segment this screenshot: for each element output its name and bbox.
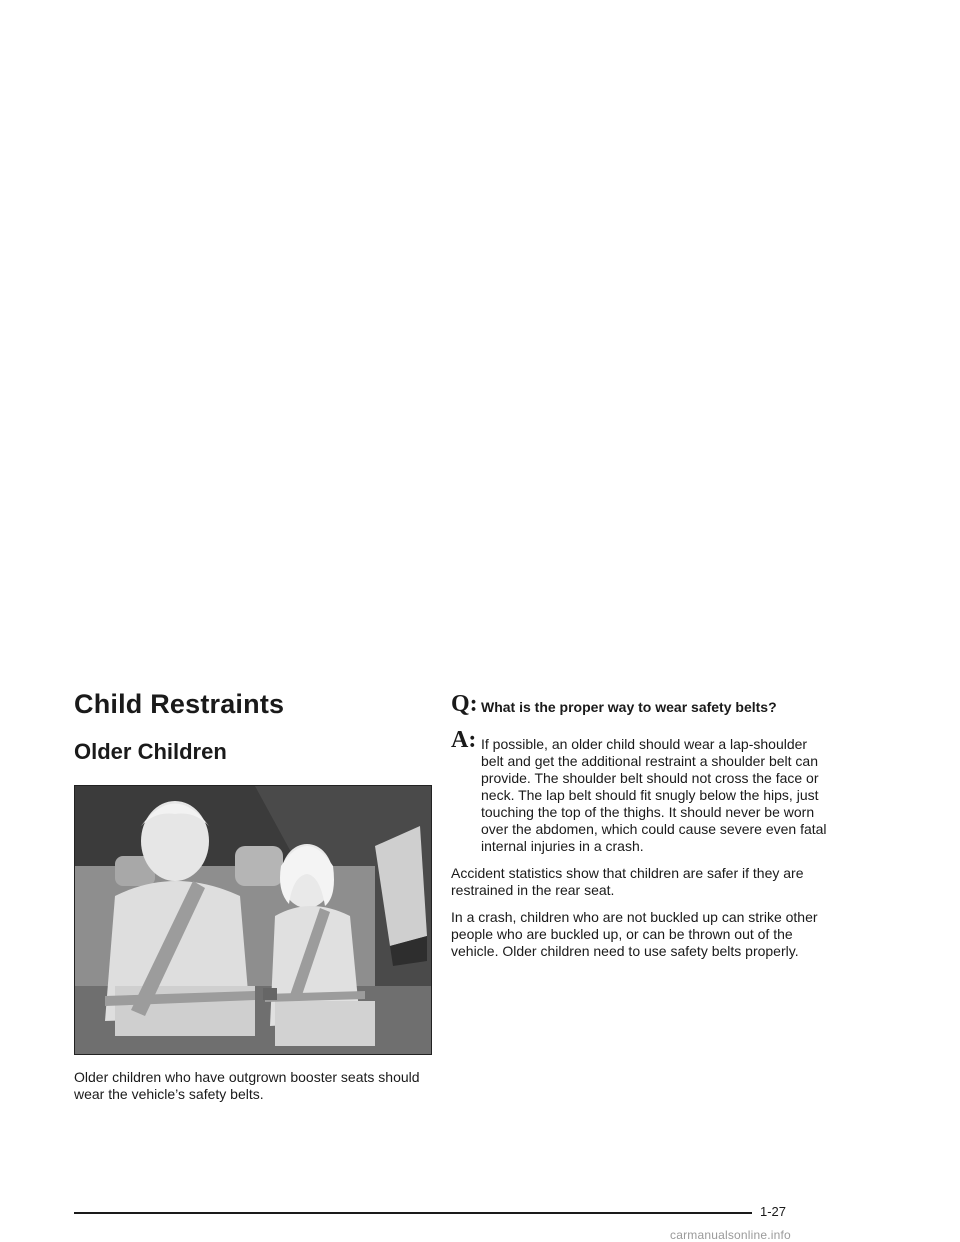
question-letter: Q: bbox=[451, 691, 478, 717]
question-text: What is the proper way to wear safety belts? bbox=[481, 699, 777, 715]
subsection-title: Older Children bbox=[74, 739, 227, 764]
left-column bbox=[74, 688, 432, 1103]
section-title: Child Restraints bbox=[74, 689, 285, 719]
paragraph-statistics: Accident statistics show that children are safer if they are restrained in the rear seat. bbox=[451, 865, 804, 898]
paragraph-crash: In a crash, children who are not buckled up can strike other people who are buckled up, or can be thrown out of the vehicle. Older children need to use safety belts properly. bbox=[451, 909, 818, 959]
footer-rule bbox=[74, 1212, 752, 1214]
watermark: carmanualsonline.info bbox=[670, 1228, 791, 1242]
answer-block bbox=[451, 728, 831, 855]
right-column bbox=[451, 692, 831, 960]
illustration-caption: Older children who have outgrown booster seats should wear the vehicle’s safety belts. bbox=[74, 1069, 420, 1102]
page-number: 1-27 bbox=[760, 1204, 787, 1219]
answer-letter: A: bbox=[451, 727, 477, 753]
question-block bbox=[451, 692, 831, 716]
answer-text: If possible, an older child should wear a lap-shoulder belt and get the additional restraint a shoulder belt can provide. The shoulder belt should not cross the face or neck. The lap belt should fit snugly below the hips, just touching the top of the thighs. It should never be worn over the abdomen, which could cause severe even fatal internal injuries in a crash. bbox=[481, 736, 827, 854]
children-seatbelt-illustration bbox=[74, 785, 432, 1055]
illustration-drawing bbox=[75, 786, 431, 1054]
